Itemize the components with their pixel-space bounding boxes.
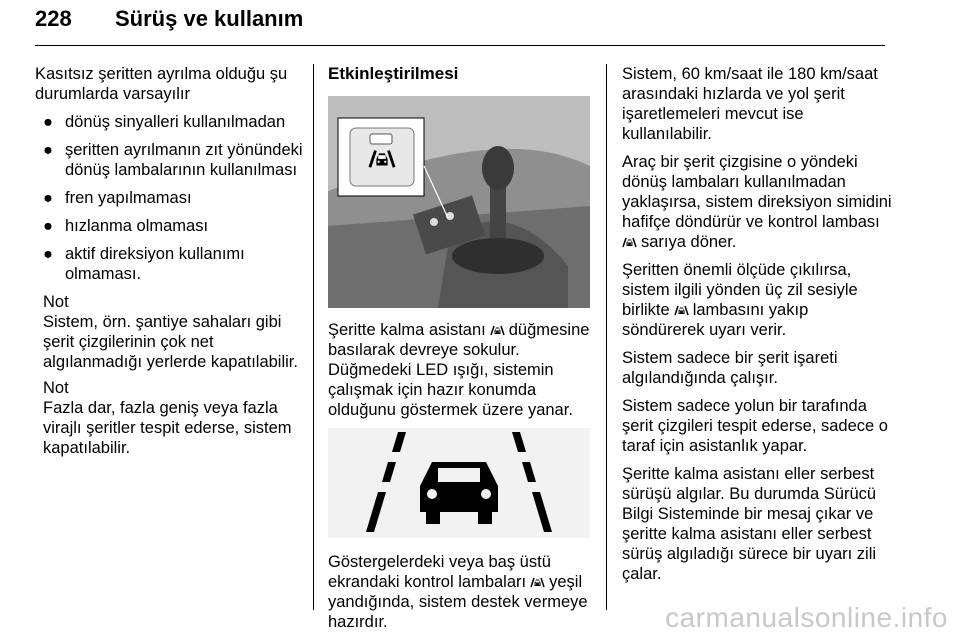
section-heading: Etkinleştirilmesi [328,64,459,83]
lane-keep-assist-icon [490,324,505,336]
paragraph: Sistem sadece yolun bir tarafında şerit çizgileri tespit ederse, sadece o taraf için asistanlık yapar. [622,397,888,455]
bullet-icon: ● [43,189,53,207]
list-item: ● şeritten ayrılmanın zıt yönündeki dönüş lambalarının kullanılması [43,141,303,179]
gear-shifter-photo [328,96,590,308]
note-title: Not [43,379,69,397]
lane-keep-assist-icon [622,236,637,248]
column-middle [328,64,596,640]
bullet-icon: ● [43,141,53,159]
column-right [622,64,892,592]
watermark: carmanualsonline.info [665,602,948,633]
paragraph: Şeritte kalma asistanı düğmesine basılarak devreye sokulur. Düğmedeki LED ışığı, sistemin çalışmak için hazır konumda olduğunu göstermek üzere yanar. [328,321,590,419]
list-item: ● dönüş sinyalleri kullanılmadan [43,113,286,131]
note-title: Not [43,293,69,311]
lane-keep-assist-icon [530,576,545,588]
list-item: ● aktif direksiyon kullanımı olmaması. [43,245,245,283]
paragraph: Göstergelerdeki veya baş üstü ekrandaki kontrol lambaları yeşil yandığında, sistem destek vermeye hazırdır. [328,553,588,631]
list-item: ● fren yapılmaması [43,189,192,207]
lane-keep-assist-icon [674,304,689,316]
bullet-icon: ● [43,217,53,235]
paragraph: Şeritten önemli ölçüde çıkılırsa, sistem ilgili yönden üç zil sesiyle birlikte lambasını yakıp söndürerek uyarı verir. [622,261,858,339]
bullet-icon: ● [43,245,53,263]
paragraph: Şeritte kalma asistanı eller serbest sürüşü algılar. Bu durumda Sürücü Bilgi Sisteminde bir mesaj çıkar ve şeritte kalma asistanı eller serbest sürüş algıladığı sürece bir uyarı zili çalar. [622,465,877,583]
note-body: Sistem, örn. şantiye sahaları gibi şerit çizgilerinin çok net algılanmadığı yerlerde kapatılabilir. [43,313,298,371]
note-body: Fazla dar, fazla geniş veya fazla virajlı şeritler tespit ederse, sistem kapatılabilir. [43,399,292,457]
page-header [35,6,885,46]
paragraph: Sistem sadece bir şerit işareti algılandığında çalışır. [622,349,838,387]
page-number: 228 [35,6,72,31]
page-title: Sürüş ve kullanım [115,6,304,31]
column-divider [313,64,314,610]
list-item: ● hızlanma olmaması [43,217,209,235]
column-left [35,64,305,464]
intro-text: Kasıtsız şeritten ayrılma olduğu şu durumlarda varsayılır [35,65,288,103]
lane-keep-assist-symbol [328,428,590,538]
paragraph: Sistem, 60 km/saat ile 180 km/saat arasındaki hızlarda ve yol şerit işaretlemeleri mevcut ise kullanılabilir. [622,65,878,143]
column-divider [606,64,607,610]
header-divider [35,45,885,46]
bullet-icon: ● [43,113,53,131]
paragraph: Araç bir şerit çizgisine o yöndeki dönüş lambaları kullanılmadan yaklaşırsa, sistem direksiyon simidini hafifçe döndürür ve kontrol lambası sarıya döner. [622,153,892,251]
